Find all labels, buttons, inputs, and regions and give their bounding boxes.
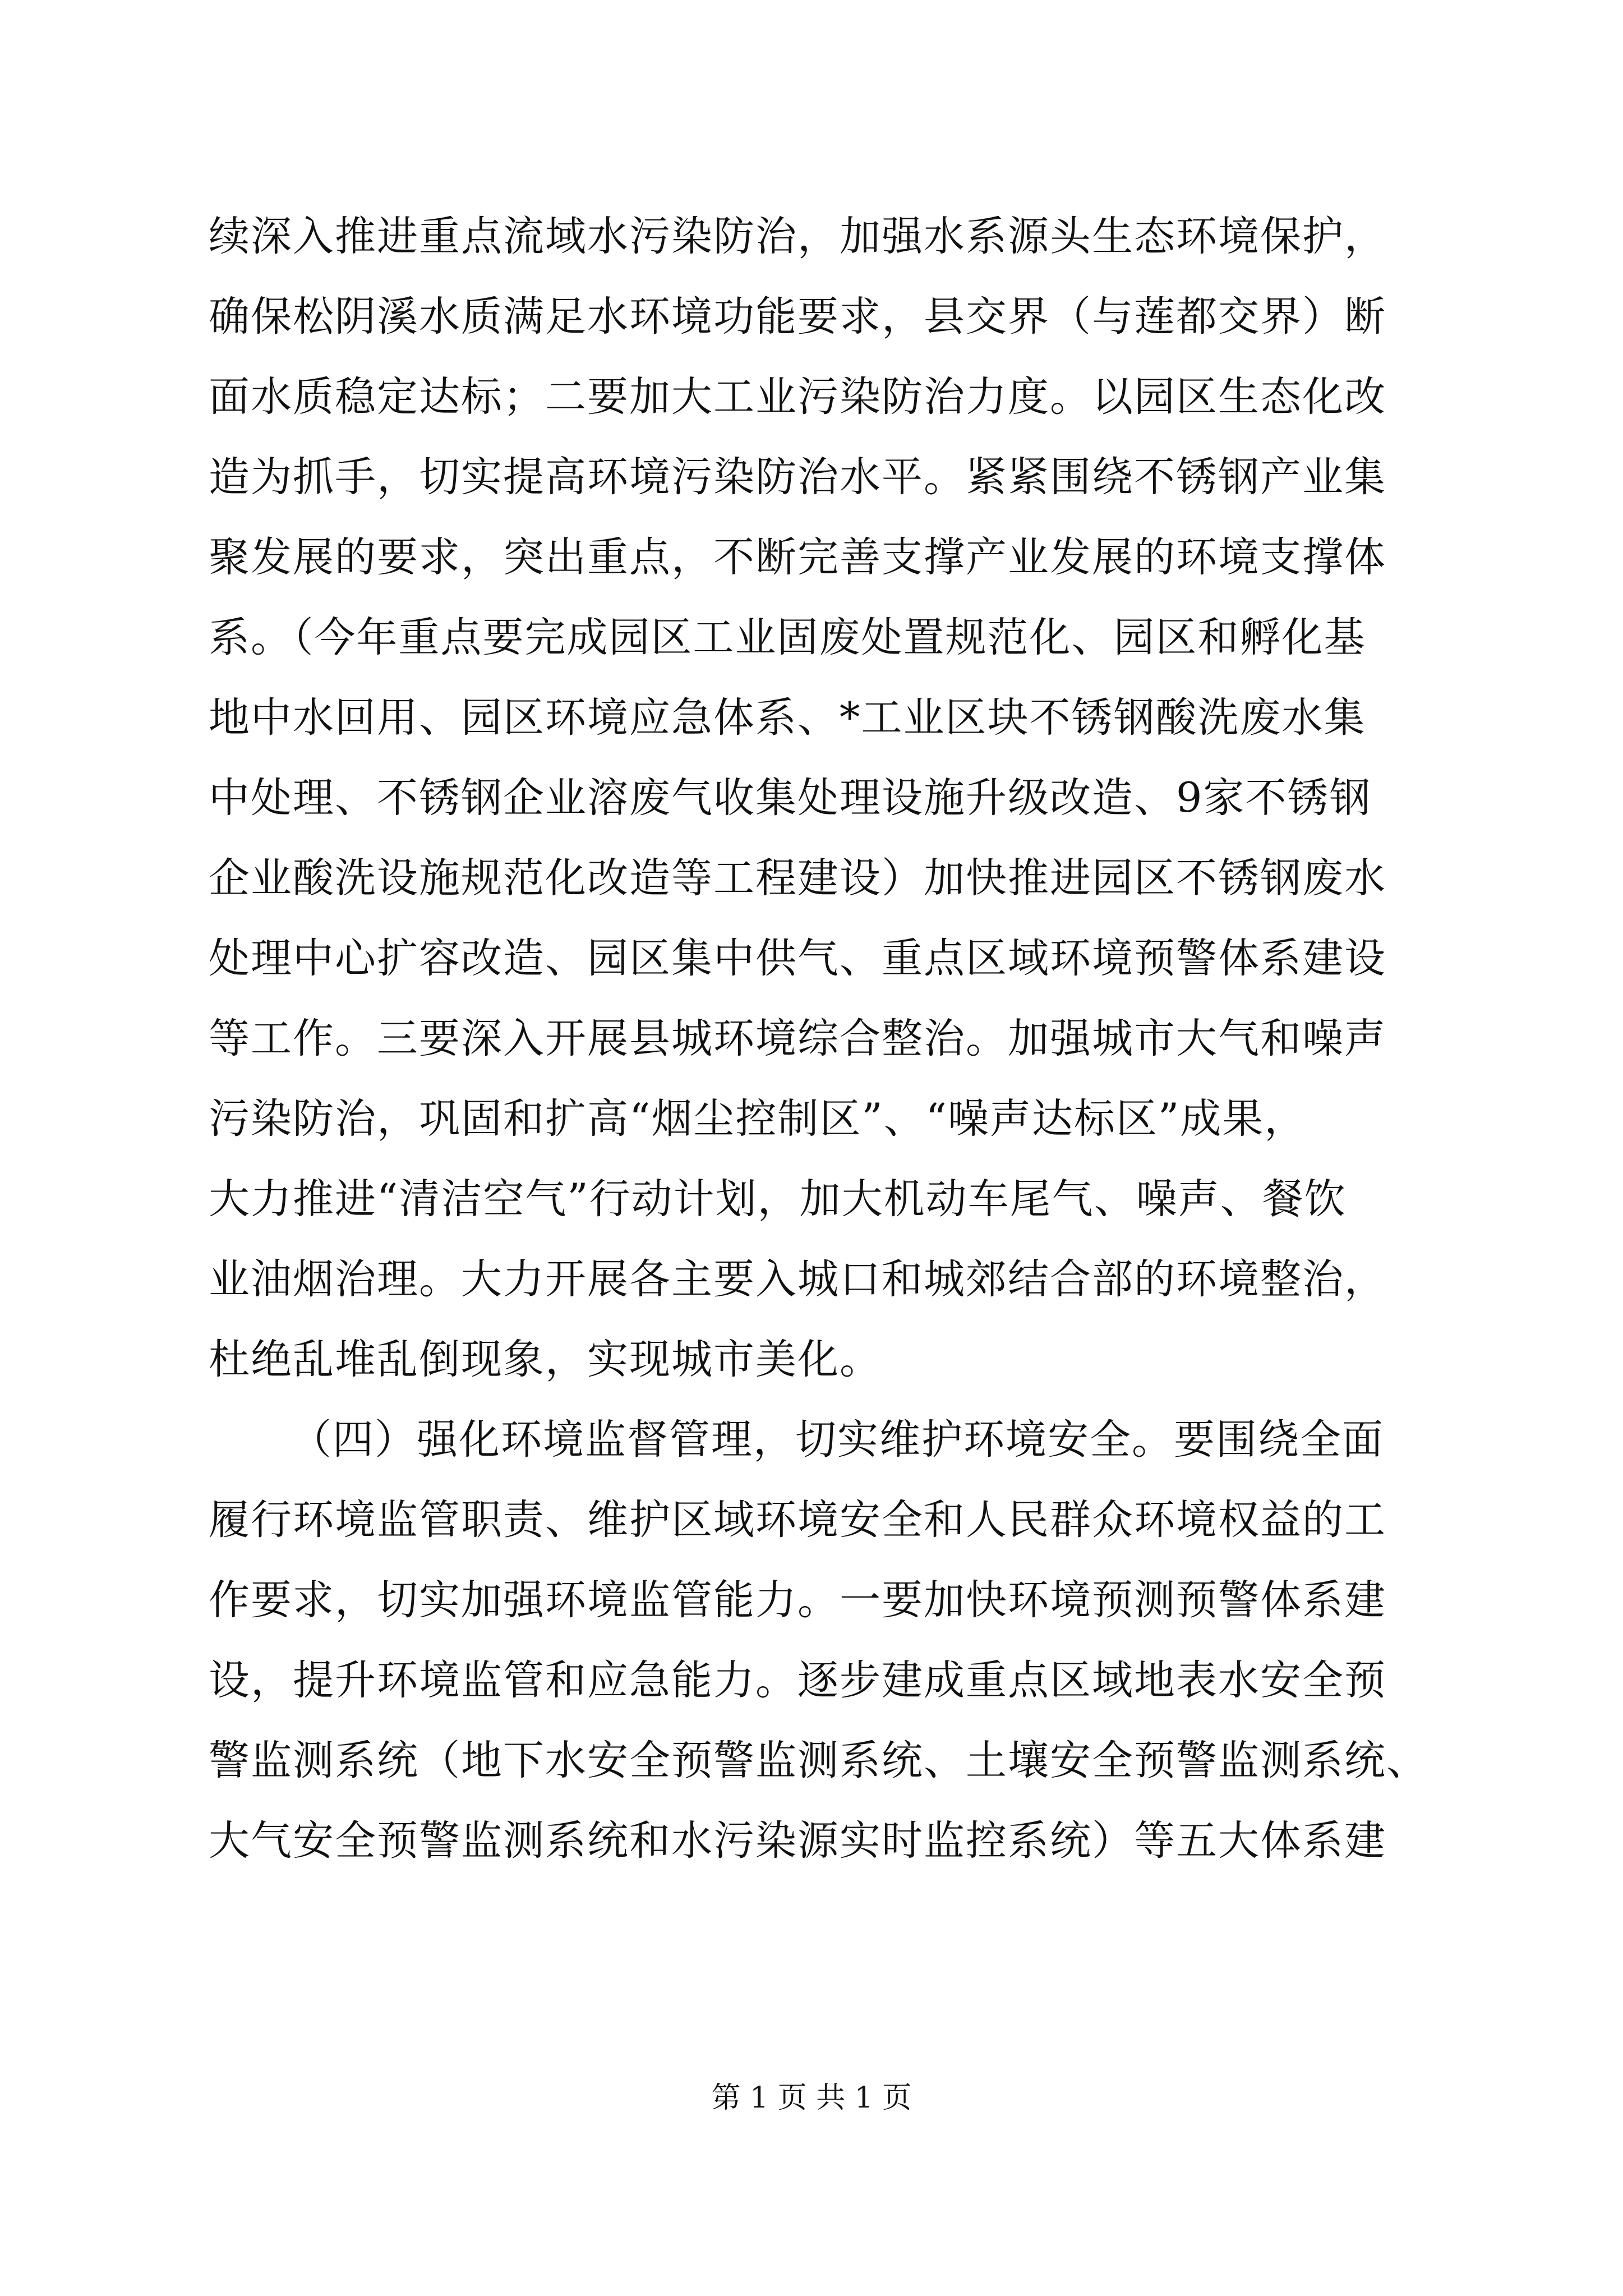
- text-line: 警监测系统（地下水安全预警监测系统、土壤安全预警监测系统、: [209, 1737, 1428, 1784]
- text-line: 确保松阴溪水质满足水环境功能要求，县交界（与莲都交界）断: [209, 293, 1386, 341]
- text-line: 企业酸洗设施规范化改造等工程建设）加快推进园区不锈钢废水: [209, 854, 1386, 902]
- text-line: 业油烟治理。大力开展各主要入城口和城郊结合部的环境整治，: [209, 1255, 1386, 1303]
- text-line: 中处理、不锈钢企业溶废气收集处理设施升级改造、9家不锈钢: [209, 774, 1372, 822]
- text-line: 面水质稳定达标；二要加大工业污染防治力度。以园区生态化改: [209, 373, 1386, 421]
- text-line: 续深入推进重点流域水污染防治，加强水系源头生态环境保护，: [209, 213, 1386, 260]
- text-line: 聚发展的要求，突出重点，不断完善支撑产业发展的环境支撑体: [209, 533, 1386, 581]
- text-line: 杜绝乱堆乱倒现象，实现城市美化。: [209, 1336, 882, 1383]
- page-number-footer: 第 1 页 共 1 页: [711, 2081, 912, 2115]
- text-line: 系。（今年重点要完成园区工业固废处置规范化、园区和孵化基: [209, 614, 1366, 661]
- text-line: 等工作。三要深入开展县城环境综合整治。加强城市大气和噪声: [209, 1015, 1386, 1062]
- text-line: 造为抓手，切实提高环境污染防治水平。紧紧围绕不锈钢产业集: [209, 453, 1386, 501]
- text-line: 大力推进“清洁空气”行动计划，加大机动车尾气、噪声、餐饮: [209, 1175, 1347, 1223]
- text-line: 履行环境监管职责、维护区域环境安全和人民群众环境权益的工: [209, 1496, 1386, 1544]
- body-text: [209, 196, 1442, 1881]
- text-line: 地中水回用、园区环境应急体系、*工业区块不锈钢酸洗废水集: [209, 694, 1366, 742]
- text-line: 处理中心扩容改造、园区集中供气、重点区域环境预警体系建设: [209, 935, 1386, 982]
- text-line: 设，提升环境监管和应急能力。逐步建成重点区域地表水安全预: [209, 1657, 1386, 1704]
- text-line: 污染防治，巩固和扩高“烟尘控制区”、“噪声达标区”成果，: [209, 1095, 1307, 1143]
- text-line: 作要求，切实加强环境监管能力。一要加快环境预测预警体系建: [209, 1576, 1386, 1624]
- section-heading-line: （四）强化环境监督管理，切实维护环境安全。要围绕全面: [291, 1416, 1384, 1464]
- text-line: 大气安全预警监测系统和水污染源实时监控系统）等五大体系建: [209, 1817, 1386, 1865]
